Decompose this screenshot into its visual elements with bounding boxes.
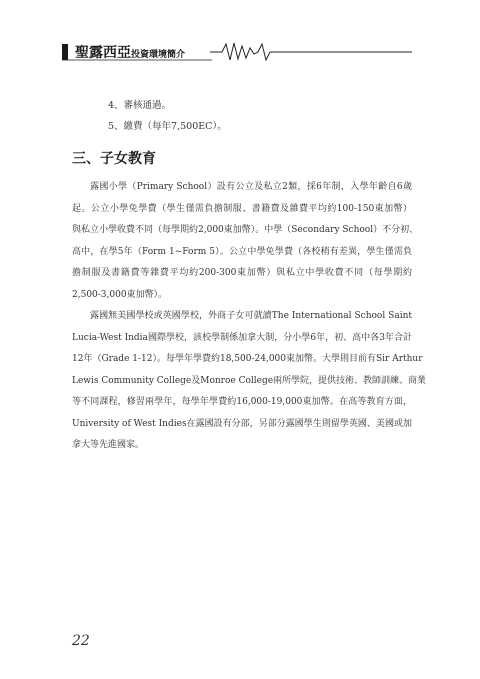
heartbeat-line-icon (222, 43, 270, 60)
paragraph-line: 與私立小學收費不同（每學期約2,000東加幣）。中學（Secondary School）不分初、 (72, 225, 419, 235)
paragraph-line: 拿大等先進國家。 (72, 440, 145, 450)
paragraph-line: 12年（Grade 1-12）。每學年學費約18,500-24,000東加幣。大學則目前有Sir Arthur (72, 354, 423, 364)
section-title: 三、子女教育 (72, 151, 156, 167)
paragraph-international-schools (72, 306, 427, 457)
paragraph-primary-secondary (72, 177, 419, 306)
paragraph-line: 2,500-3,000東加幣）。 (72, 289, 168, 300)
paragraph-line: 擔制服及書籍費等雜費平均約200-300東加幣）與私立中學收費不同（每學期約 (72, 268, 412, 278)
header-title-main: 聖露西亞 (75, 45, 131, 61)
paragraph-line: 露國小學（Primary School）設有公立及私立2類，採6年制，入學年齡自6歲 (90, 182, 412, 192)
header-title (75, 42, 185, 62)
paragraph-line: University of West Indies在露國設有分部，另部分露國學生則留學英國、美國或加 (72, 418, 412, 429)
header-decoration (0, 40, 480, 64)
paragraph-line: Lewis Community College及Monroe College兩所學院，提供技術、教師訓練、商業 (72, 375, 427, 386)
paragraph-line: 高中，在學5年（Form 1~Form 5）。公立中學免學費（各校稍有差異，學生僅需負 (72, 246, 412, 257)
list-item: 5、繳費（每年7,500EC）。 (108, 121, 227, 132)
paragraph-line: 起。公立小學免學費（學生僅需負擔制服、書籍費及雜費平均約100-150東加幣） (72, 203, 412, 214)
page-number: 22 (72, 633, 90, 649)
list-item: 4、審核通過。 (108, 100, 172, 111)
paragraph-line: 露國無美國學校或英國學校，外商子女可就讀The International School Saint (90, 311, 412, 321)
header-title-sub: 投資環境簡介 (131, 50, 186, 60)
paragraph-line: Lucia-West India國際學校，該校學制係加拿大制，分小學6年，初、高中各3年合計 (72, 332, 412, 343)
paragraph-line: 等不同課程，修習兩學年，每學年學費約16,000-19,000東加幣。在高等教育方面， (72, 397, 412, 407)
running-header (0, 40, 480, 64)
